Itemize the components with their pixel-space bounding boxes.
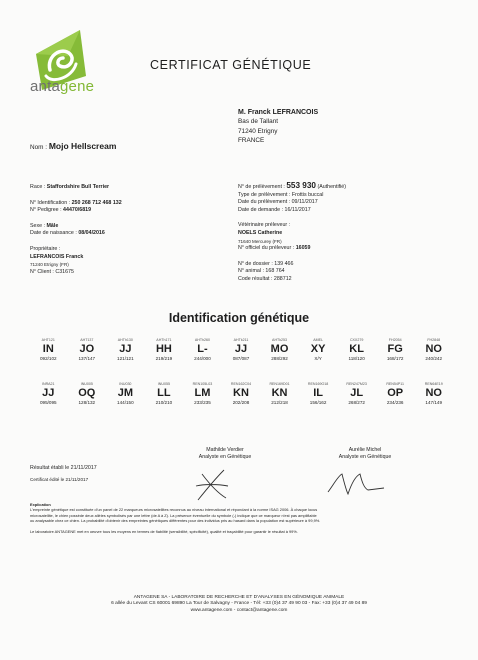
marker-size: 137/147 bbox=[78, 356, 96, 361]
marker-name: REN105L03 bbox=[192, 382, 213, 386]
marker-size: 288/292 bbox=[271, 356, 288, 361]
marker-allele: HH bbox=[155, 343, 172, 355]
section-title: Identification génétique bbox=[168, 311, 310, 325]
marker-allele: XY bbox=[310, 343, 326, 355]
marker-allele: JJ bbox=[119, 343, 132, 355]
signature-1-icon bbox=[192, 466, 232, 504]
cert-date: Certificat édité le 21/11/2017 bbox=[30, 477, 89, 482]
marker-size: 147/149 bbox=[425, 400, 443, 405]
marker-size: 092/102 bbox=[39, 356, 57, 361]
marker-name: FH2848 bbox=[427, 338, 441, 342]
marker-size: 095/095 bbox=[39, 400, 57, 405]
marker-allele: MO bbox=[270, 343, 289, 355]
marker-name: AMEL bbox=[313, 338, 323, 342]
marker-allele: IN bbox=[42, 343, 54, 355]
marker-name: AHTh130 bbox=[117, 338, 133, 342]
markers-row-2 bbox=[29, 381, 453, 406]
marker-name: AHTk211 bbox=[233, 338, 249, 342]
marker-allele: KL bbox=[349, 343, 364, 355]
marker-allele: JJ bbox=[234, 343, 248, 355]
marker-size: X/Y bbox=[314, 356, 322, 361]
marker-name: CXX279 bbox=[349, 338, 364, 342]
marker-size: 121/121 bbox=[117, 356, 134, 361]
signature-2-icon bbox=[326, 468, 386, 498]
marker-size: 118/120 bbox=[348, 356, 365, 361]
marker-name: REN247M23 bbox=[346, 382, 367, 386]
marker-name: FH2054 bbox=[388, 338, 402, 342]
marker-allele: FG bbox=[387, 343, 403, 355]
marker-size: 128/132 bbox=[78, 400, 96, 405]
marker-allele: LM bbox=[194, 387, 211, 399]
marker-allele: JL bbox=[350, 387, 364, 399]
marker-name: AHTk253 bbox=[272, 338, 288, 342]
marker-name: REN162C04 bbox=[230, 382, 252, 386]
marker-name: REN169O18 bbox=[307, 382, 329, 386]
marker-size: 268/272 bbox=[348, 400, 365, 405]
marker-name: INU055 bbox=[157, 382, 170, 386]
marker-name: INU005 bbox=[80, 382, 93, 386]
marker-name: AHTh260 bbox=[194, 338, 211, 342]
left-info: Race : Staffordshire Bull Terrier N° Identification : 250 268 712 468 132 N° Pedigree : 44470/6819 Sexe : Mâle Date de naissance : 08/04/2016 Propriétaire : LEFRANCOIS Franck 71240 Etrigny (FR) N° Client : C31675 bbox=[30, 184, 122, 275]
marker-name: AHTh171 bbox=[156, 338, 172, 342]
marker-size: 233/235 bbox=[194, 400, 211, 405]
right-info: N° de prélèvement : 553 930 (Authentifié) Type de prélèvement : Frottis buccal Date du prélèvement : 09/11/2017 Date de demande : 16/11/2017 Vétérinaire préleveur : NOELS Catherine 71640 Mercurey (FR) N° officiel du préleveur : 16059 N° de dossier : 139 466 N° animal : 168 764 Code résultat : 288712 bbox=[238, 181, 347, 282]
marker-allele: L- bbox=[197, 343, 208, 355]
result-date: Résultat établi le 21/11/2017 bbox=[30, 465, 97, 471]
marker-size: 210/210 bbox=[155, 400, 173, 405]
marker-allele: NO bbox=[425, 387, 442, 399]
marker-size: 244/000 bbox=[194, 356, 211, 361]
marker-allele: JJ bbox=[42, 387, 55, 399]
marker-name: REN54P11 bbox=[386, 382, 405, 386]
marker-allele: KN bbox=[271, 387, 288, 399]
marker-size: 156/162 bbox=[309, 400, 327, 405]
marker-allele: OQ bbox=[78, 387, 96, 399]
signature-block-2: Aurélie Michel Analyste en Génétique bbox=[338, 447, 392, 460]
footer: ANTAGENE SA - LABORATOIRE DE RECHERCHE ET D'ANALYSES EN GÉNOMIQUE ANIMALE 6 allée du Levant CS 60001 69890 La Tour de Salvagny - France - Tél: +33 (0)4 37 49 90 03 - Fax: +33 (0)4 37 49 04 89 www.antagene.com - contact@antagene.com bbox=[111, 595, 367, 613]
marker-size: 212/218 bbox=[271, 400, 288, 405]
marker-allele: JM bbox=[117, 387, 133, 399]
marker-allele: LL bbox=[157, 387, 171, 399]
marker-name: INU030 bbox=[119, 382, 132, 386]
marker-size: 202/208 bbox=[232, 400, 250, 405]
signature-block-1: Mathilde Verdier Analyste en Génétique bbox=[198, 447, 252, 460]
marker-allele: OP bbox=[387, 387, 404, 399]
marker-size: 234/236 bbox=[386, 400, 404, 405]
marker-allele: IL bbox=[313, 387, 323, 399]
marker-name: INRA21 bbox=[41, 382, 55, 386]
brand-name: antagene bbox=[30, 78, 95, 95]
marker-allele: NO bbox=[425, 343, 442, 355]
marker-allele: KN bbox=[233, 387, 249, 399]
marker-size: 144/150 bbox=[117, 400, 134, 405]
owner-address: M. Franck LEFRANCOIS Bas de Tallant 71240 Etrigny FRANCE bbox=[238, 109, 319, 145]
marker-size: 168/172 bbox=[386, 356, 404, 361]
marker-size: 087/087 bbox=[232, 356, 250, 361]
marker-allele: JO bbox=[79, 343, 95, 355]
marker-name: REN169D01 bbox=[269, 382, 290, 386]
marker-size: 240/242 bbox=[425, 356, 443, 361]
explanation: Explication L'empreinte génétique est constituée d'un panel de 22 marqueurs microsatellites reconnus au niveau international et répondant à la norme ISAG 2006. À chaque locus microsatellite, le chien possède deux allèles symbolisés par une lettre (de A à Z). La présence éventuelle du symbole (-) indique que ce marqueur n'est pas amplifiable ou analysable chez ce chien. La probabilité d'obtenir des empreintes génétiques différentes pour des individus pris au hasard dans la population est supérieure à 99,9%. Le laboratoire ANTAGENE met en oeuvre tous les moyens en termes de fiabilité (sensibilité, spécificité), qualité et traçabilité pour garantir le résultat à 99%. bbox=[30, 502, 321, 535]
document-title: CERTIFICAT GÉNÉTIQUE bbox=[150, 58, 312, 72]
marker-name: AHT137 bbox=[80, 338, 94, 342]
marker-name: AHT121 bbox=[41, 338, 55, 342]
marker-name: REN64E19 bbox=[424, 382, 443, 386]
dog-name: Nom : Mojo Hellscream bbox=[30, 141, 117, 151]
markers-row-1 bbox=[29, 337, 453, 362]
marker-size: 219/219 bbox=[155, 356, 173, 361]
